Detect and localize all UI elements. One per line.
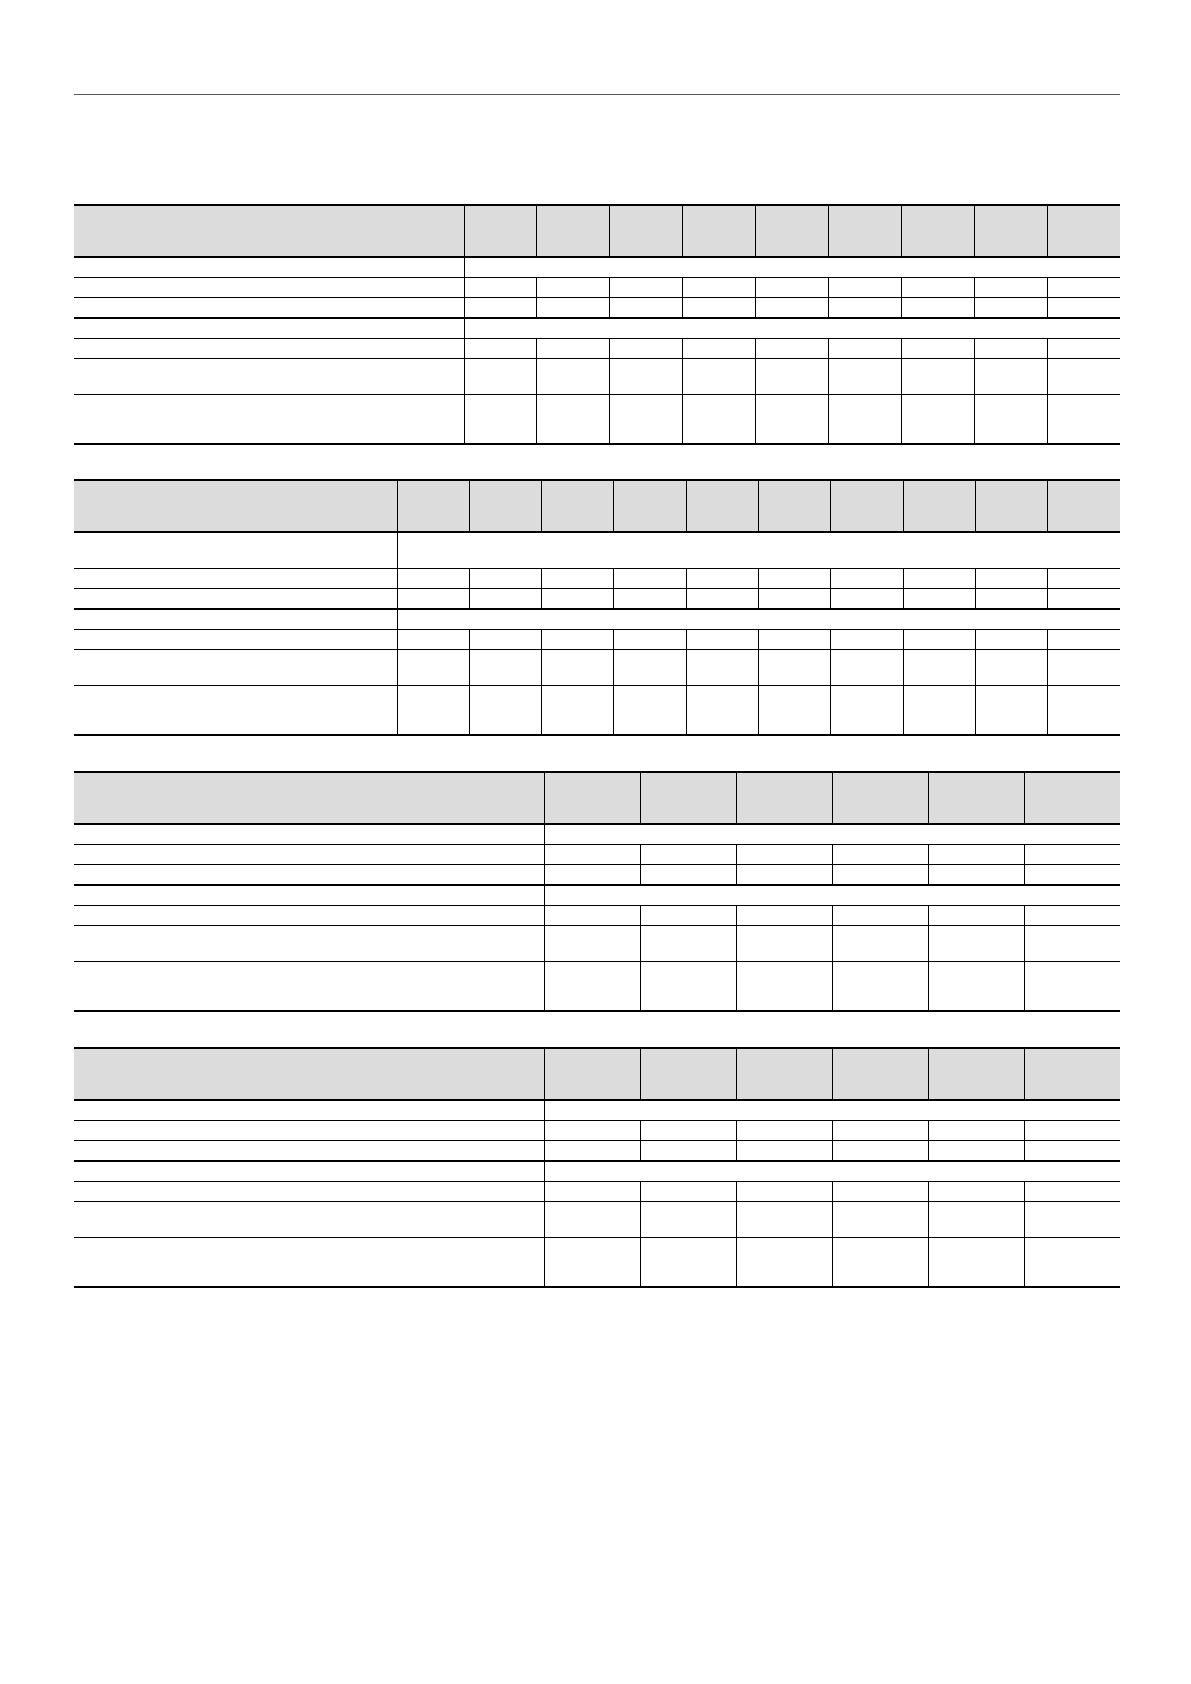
header-cell: [542, 480, 614, 532]
table-row: [74, 395, 1120, 445]
header-cell: [74, 480, 397, 532]
table-row: [74, 589, 1120, 610]
spec-table-2: [74, 479, 1120, 736]
header-cell: [1047, 205, 1120, 257]
section-row: [74, 609, 1120, 630]
header-cell: [74, 205, 464, 257]
table-header-row: [74, 480, 1120, 532]
header-cell: [1024, 1048, 1120, 1100]
header-cell: [1024, 772, 1120, 824]
table-row: [74, 926, 1120, 962]
table-row: [74, 630, 1120, 650]
header-cell: [537, 205, 610, 257]
section-row: [74, 1161, 1120, 1182]
header-cell: [640, 1048, 736, 1100]
header-cell: [686, 480, 758, 532]
table-header-row: [74, 205, 1120, 257]
table-row: [74, 906, 1120, 926]
header-cell: [832, 772, 928, 824]
header-cell: [397, 480, 469, 532]
header-cell: [74, 1048, 544, 1100]
header-cell: [469, 480, 541, 532]
section-row: [74, 257, 1120, 278]
header-cell: [1048, 480, 1120, 532]
header-cell: [74, 772, 544, 824]
section-row: [74, 1100, 1120, 1121]
spec-table-3: [74, 771, 1120, 1012]
header-cell: [928, 772, 1024, 824]
table-row: [74, 845, 1120, 865]
table-row: [74, 359, 1120, 395]
header-cell: [464, 205, 537, 257]
header-cell: [974, 205, 1047, 257]
header-cell: [736, 1048, 832, 1100]
header-cell: [928, 1048, 1024, 1100]
table-row: [74, 278, 1120, 298]
table-row: [74, 865, 1120, 886]
header-cell: [832, 1048, 928, 1100]
header-cell: [903, 480, 975, 532]
header-cell: [610, 205, 683, 257]
section-row: [74, 318, 1120, 339]
spec-table-1: [74, 204, 1120, 445]
table-row: [74, 1182, 1120, 1202]
header-cell: [901, 205, 974, 257]
header-rule: [74, 94, 1120, 95]
header-cell: [975, 480, 1047, 532]
header-cell: [756, 205, 829, 257]
table-row: [74, 569, 1120, 589]
table-row: [74, 298, 1120, 319]
table-row: [74, 1141, 1120, 1162]
section-row: [74, 885, 1120, 906]
header-cell: [614, 480, 686, 532]
header-cell: [736, 772, 832, 824]
header-cell: [544, 772, 640, 824]
table-row: [74, 686, 1120, 736]
spec-table-4: [74, 1047, 1120, 1288]
header-cell: [831, 480, 903, 532]
table-row: [74, 962, 1120, 1012]
header-cell: [544, 1048, 640, 1100]
section-row: [74, 824, 1120, 845]
header-cell: [683, 205, 756, 257]
table-row: [74, 339, 1120, 359]
section-row: [74, 532, 1120, 569]
header-cell: [640, 772, 736, 824]
table-row: [74, 1202, 1120, 1238]
table-header-row: [74, 1048, 1120, 1100]
table-row: [74, 1121, 1120, 1141]
table-row: [74, 1238, 1120, 1288]
table-header-row: [74, 772, 1120, 824]
header-cell: [758, 480, 830, 532]
header-cell: [828, 205, 901, 257]
table-row: [74, 650, 1120, 686]
